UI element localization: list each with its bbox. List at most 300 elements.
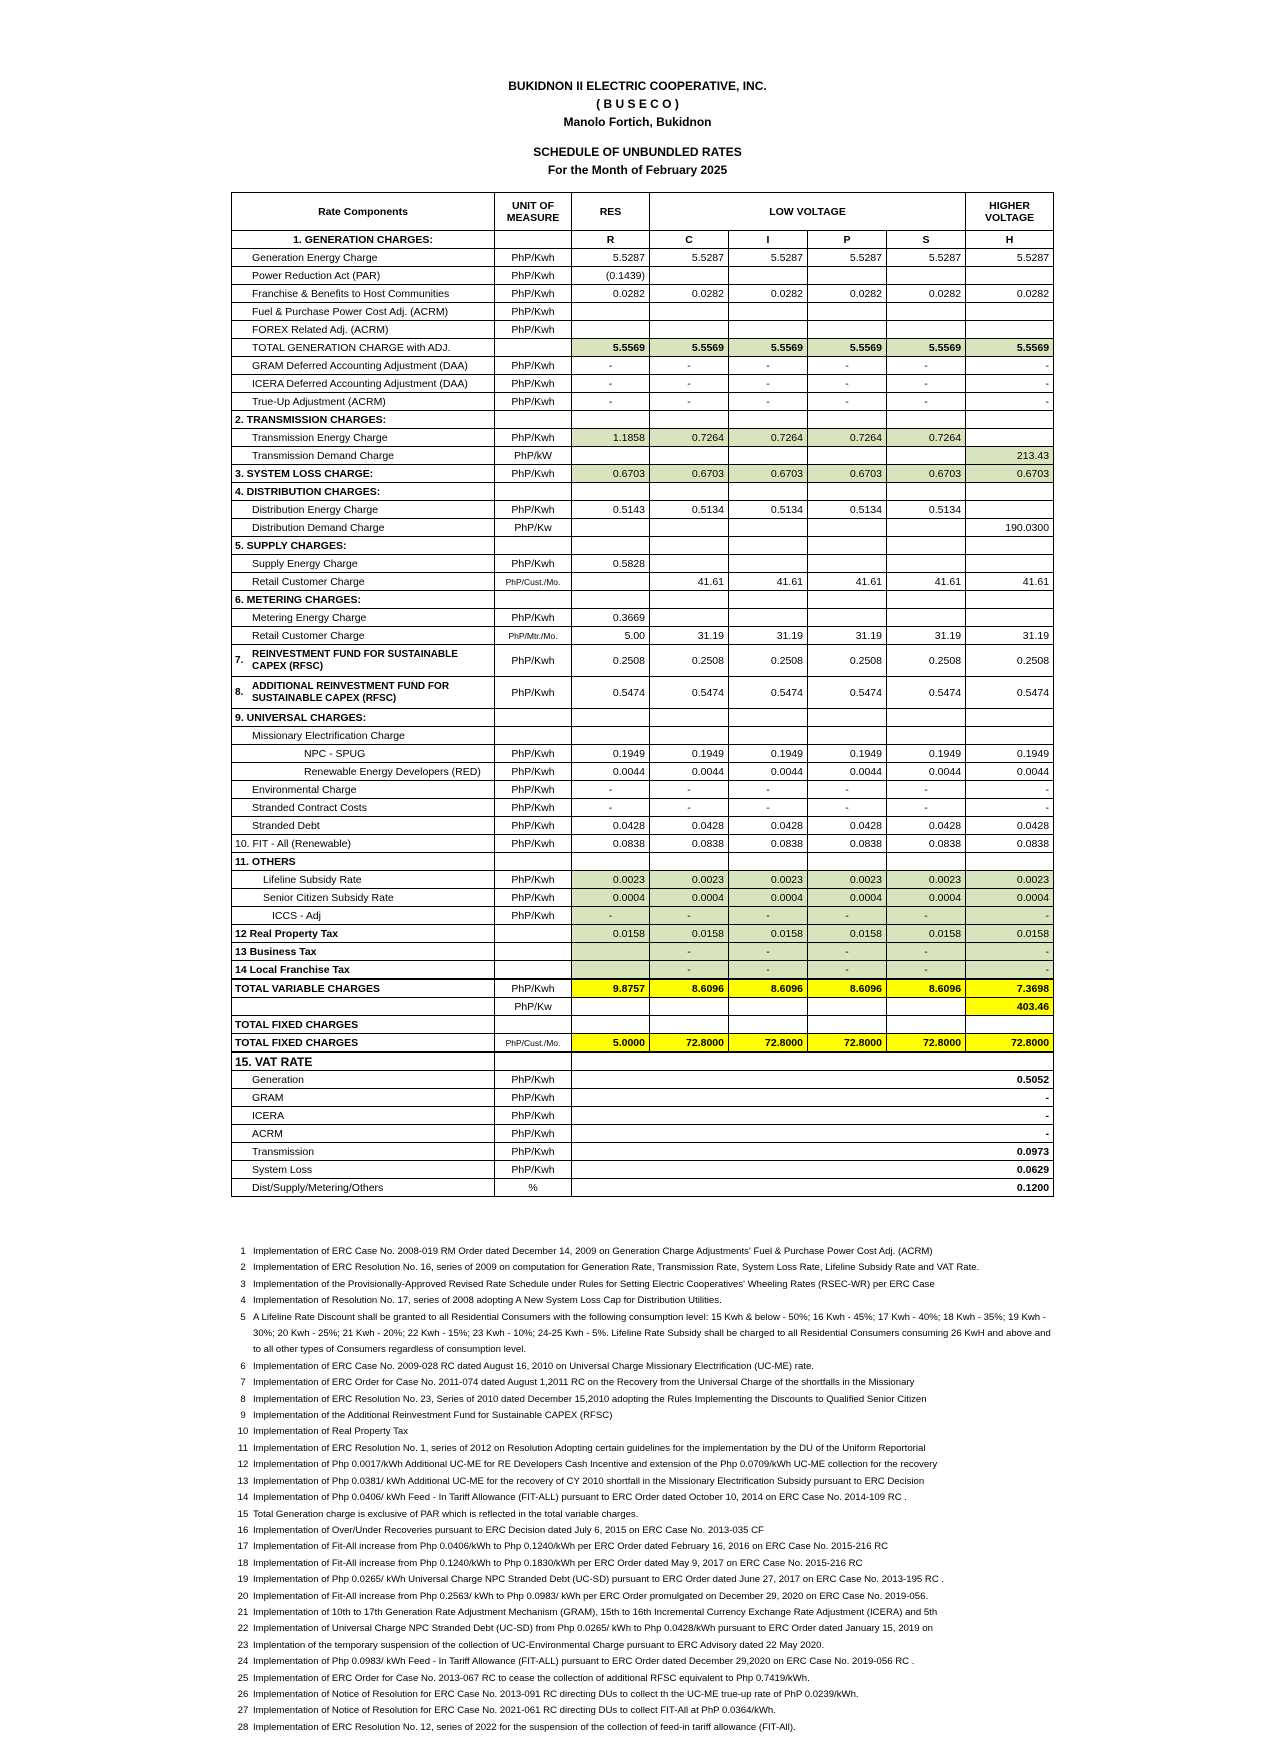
- footnote-number: 21: [237, 1606, 249, 1618]
- rate-value: -: [966, 375, 1054, 393]
- rate-value: [887, 519, 966, 537]
- rate-value: -: [966, 393, 1054, 411]
- rate-value: 0.0158: [966, 925, 1054, 943]
- vat-value: -: [572, 1107, 1054, 1125]
- rate-value: -: [729, 393, 808, 411]
- rate-value: [650, 267, 729, 285]
- rate-value: 0.0158: [572, 925, 650, 943]
- unit-cell: PhP/kW: [495, 447, 572, 465]
- unit-cell: [495, 943, 572, 961]
- rate-value: -: [650, 961, 729, 980]
- rate-value: 5.5569: [572, 339, 650, 357]
- rate-value: 0.0004: [572, 889, 650, 907]
- table-cell: [495, 591, 572, 609]
- rate-value: 0.5134: [808, 501, 887, 519]
- footnote-number: 27: [237, 1705, 249, 1717]
- rate-value: -: [887, 961, 966, 980]
- row-label: Transmission Energy Charge: [232, 429, 495, 447]
- rate-value: 0.2508: [887, 645, 966, 677]
- row-label: 13 Business Tax: [232, 943, 495, 961]
- table-cell: [887, 709, 966, 727]
- rate-value: -: [650, 357, 729, 375]
- org-address: Manolo Fortich, Bukidnon: [563, 115, 712, 129]
- rate-value: 0.7264: [650, 429, 729, 447]
- row-label: Fuel & Purchase Power Cost Adj. (ACRM): [232, 303, 495, 321]
- footnote-item: [233, 1572, 1053, 1588]
- vat-label: ACRM: [232, 1125, 495, 1143]
- table-row: [232, 447, 1054, 465]
- footnote-number: 7: [240, 1377, 246, 1389]
- row-label: FOREX Related Adj. (ACRM): [232, 321, 495, 339]
- table-cell: [495, 537, 572, 555]
- row-label: TOTAL FIXED CHARGES: [232, 1016, 495, 1034]
- table-row: [232, 817, 1054, 835]
- rate-value: -: [572, 375, 650, 393]
- rate-value: 31.19: [650, 627, 729, 645]
- table-cell: [495, 231, 572, 249]
- rate-value: 0.0428: [887, 817, 966, 835]
- rate-value: [650, 447, 729, 465]
- footnote-number: 13: [237, 1475, 249, 1487]
- unit-cell: PhP/Kwh: [495, 267, 572, 285]
- row-label: Missionary Electrification Charge: [232, 727, 495, 745]
- table-row: [232, 357, 1054, 375]
- footnote-item: [233, 1605, 1053, 1621]
- rate-value: 5.5287: [650, 249, 729, 267]
- rate-code: R: [572, 231, 650, 249]
- rate-value: [729, 303, 808, 321]
- rate-code: S: [887, 231, 966, 249]
- footnote-number: 24: [237, 1656, 249, 1668]
- footnote-number: 16: [237, 1524, 249, 1536]
- rate-value: 0.5474: [729, 677, 808, 709]
- rate-value: 0.0282: [966, 285, 1054, 303]
- unit-cell: PhP/Kwh: [495, 429, 572, 447]
- table-cell: [808, 411, 887, 429]
- footnote-text: Total Generation charge is exclusive of PAR which is reflected in the total variable charges.: [253, 1508, 639, 1520]
- table-cell: [572, 1052, 1054, 1071]
- rate-value: [572, 961, 650, 980]
- table-cell: [808, 483, 887, 501]
- rate-value: [729, 609, 808, 627]
- rate-value: 5.5569: [966, 339, 1054, 357]
- rate-value: 0.0023: [650, 871, 729, 889]
- footnote-item: [233, 1392, 1053, 1408]
- footnote-text: Implementation of ERC Resolution No. 23, Series of 2010 dated December 15,2010 adopting the Rules Implementing the Discounts to Qualified Senior Citizen: [253, 1393, 927, 1405]
- table-row: [232, 1034, 1054, 1053]
- rate-value: 0.0044: [966, 763, 1054, 781]
- rate-value: 0.2508: [729, 645, 808, 677]
- rate-value: [650, 998, 729, 1016]
- rate-value: 0.0023: [808, 871, 887, 889]
- rate-value: -: [650, 375, 729, 393]
- table-cell: [495, 709, 572, 727]
- rate-value: 41.61: [729, 573, 808, 591]
- rate-value: -: [887, 375, 966, 393]
- footnote-text: Implementation of Php 0.0983/ kWh Feed - In Tariff Allowance (FIT-ALL) pursuant to ERC Order dated December 29,2020 on ERC Case No. 2019-056 RC .: [253, 1656, 915, 1668]
- rate-value: [808, 609, 887, 627]
- unit-cell: PhP/Kwh: [495, 285, 572, 303]
- rate-value: 0.0282: [808, 285, 887, 303]
- table-row: [232, 555, 1054, 573]
- rate-value: 41.61: [887, 573, 966, 591]
- section-row: [232, 537, 1054, 555]
- table-row: [232, 727, 1054, 745]
- row-label: ICERA Deferred Accounting Adjustment (DAA): [232, 375, 495, 393]
- rate-value: [808, 555, 887, 573]
- section-label: 11. OTHERS: [232, 853, 495, 871]
- table-cell: [495, 483, 572, 501]
- footnote-text: Implementation of ERC Case No. 2008-019 RM Order dated December 14, 2009 on Generation Charge Adjustments' Fuel & Purchase Power Cost Adj. (ACRM): [253, 1246, 933, 1257]
- footnote-text: Implementation of Php 0.0017/kWh Additional UC-ME for RE Developers Cash Incentive and extension of the Php 0.0709/kWh UC-ME collection for the recovery: [253, 1459, 938, 1471]
- section-row: [232, 483, 1054, 501]
- rate-value: 0.0838: [572, 835, 650, 853]
- col-higher-voltage: HIGHER VOLTAGE: [966, 193, 1054, 231]
- rate-value: -: [572, 799, 650, 817]
- footnote-number: 22: [237, 1623, 249, 1635]
- rate-value: 0.5143: [572, 501, 650, 519]
- rate-value: 0.0044: [572, 763, 650, 781]
- rate-value: 8.6096: [808, 979, 887, 998]
- footnote-item: [233, 1457, 1053, 1473]
- rate-code: C: [650, 231, 729, 249]
- footnote-item: [233, 1556, 1053, 1572]
- unit-cell: PhP/Kwh: [495, 249, 572, 267]
- footnote-text: Implementation of Universal Charge NPC Stranded Debt (UC-SD) from Php 0.0265/ kWh to Php 0.0428/kWh pursuant to ERC Order dated January 15, 2019 on: [253, 1623, 933, 1635]
- vat-value: -: [572, 1125, 1054, 1143]
- unit-cell: [495, 925, 572, 943]
- footnote-number: 20: [237, 1590, 249, 1602]
- rate-value: 0.1949: [729, 745, 808, 763]
- rate-value: -: [887, 781, 966, 799]
- table-row: [232, 267, 1054, 285]
- rate-value: 72.8000: [729, 1034, 808, 1053]
- rate-value: [729, 998, 808, 1016]
- footnote-number: 28: [237, 1721, 249, 1733]
- rate-value: 0.6703: [966, 465, 1054, 483]
- rate-value: 0.5474: [650, 677, 729, 709]
- unit-cell: PhP/Kwh: [495, 609, 572, 627]
- rate-value: -: [966, 943, 1054, 961]
- footnote-number: 3: [240, 1278, 246, 1290]
- section-label: 6. METERING CHARGES:: [232, 591, 495, 609]
- rate-value: 0.6703: [729, 465, 808, 483]
- vat-unit: PhP/Kwh: [495, 1125, 572, 1143]
- rate-value: -: [572, 357, 650, 375]
- rate-value: [572, 519, 650, 537]
- rate-value: 0.0023: [966, 871, 1054, 889]
- rate-value: -: [966, 357, 1054, 375]
- vat-unit: PhP/Kwh: [495, 1089, 572, 1107]
- row-label: True-Up Adjustment (ACRM): [232, 393, 495, 411]
- vat-label: Generation: [232, 1071, 495, 1089]
- table-cell: [650, 537, 729, 555]
- table-row: [232, 393, 1054, 411]
- footnote-item: [233, 1589, 1053, 1605]
- footnote-item: [233, 1703, 1053, 1719]
- rate-value: -: [650, 781, 729, 799]
- footnote-item: [233, 1490, 1053, 1506]
- rate-value: 0.1949: [966, 745, 1054, 763]
- rate-value: 0.0838: [729, 835, 808, 853]
- rate-value: 0.0282: [572, 285, 650, 303]
- footnote-number: 12: [237, 1459, 249, 1471]
- unit-cell: PhP/Kwh: [495, 817, 572, 835]
- row-label-text: REINVESTMENT FUND FOR SUSTAINABLE CAPEX (RFSC): [252, 648, 458, 672]
- footnote-number: 23: [237, 1639, 249, 1651]
- unit-cell: PhP/Kwh: [495, 799, 572, 817]
- footnote-text: Implementation of the Provisionally-Approved Revised Rate Schedule under Rules for Setting Electric Cooperatives' Wheeling Rates (RSEC-WR) per ERC Case: [253, 1278, 935, 1290]
- rate-value: 7.3698: [966, 979, 1054, 998]
- table-cell: [650, 709, 729, 727]
- footnote-number: 15: [237, 1508, 249, 1520]
- table-cell: [887, 853, 966, 871]
- rate-value: -: [729, 907, 808, 925]
- unit-cell: PhP/Kwh: [495, 303, 572, 321]
- rate-value: [966, 303, 1054, 321]
- row-label: Stranded Contract Costs: [232, 799, 495, 817]
- rate-value: -: [808, 393, 887, 411]
- rate-value: -: [887, 943, 966, 961]
- vat-label: GRAM: [232, 1089, 495, 1107]
- table-cell: [495, 853, 572, 871]
- table-row: [232, 763, 1054, 781]
- rate-value: 0.0158: [887, 925, 966, 943]
- rate-value: 0.5474: [572, 677, 650, 709]
- row-label: Lifeline Subsidy Rate: [232, 871, 495, 889]
- footnote-text: Implementation of Php 0.0381/ kWh Additional UC-ME for the recovery of CY 2010 shortfall in the Missionary Electrification Subsidy pursuant to ERC Decision: [253, 1475, 925, 1487]
- unit-cell: PhP/Kwh: [495, 889, 572, 907]
- rate-value: -: [650, 943, 729, 961]
- vat-value: 0.5052: [572, 1071, 1054, 1089]
- rate-value: [650, 555, 729, 573]
- rate-value: [966, 555, 1054, 573]
- table-cell: [729, 1016, 808, 1034]
- unit-cell: [495, 339, 572, 357]
- table-row: [232, 627, 1054, 645]
- footnote-text: A Lifeline Rate Discount shall be granted to all Residential Consumers with the following consumption level: 15 Kwh & below - 50%; 16 Kwh - 45%; 17 Kwh - 40%; 18 Kwh - 35%; 19 Kwh - 30%; 20 Kwh - 25%; 21 Kwh - 20%; 22 Kwh - 15%; 23 Kwh - 10%; 24-25 Kwh - 5%. Lifeline Rate Subsidy shall be charged to all Residential Consumers consuming 26 KwH and above and to all other types of Consumers regardless of consumption level.: [253, 1311, 1051, 1356]
- table-row: [232, 303, 1054, 321]
- rate-value: 0.1949: [572, 745, 650, 763]
- rate-value: 41.61: [650, 573, 729, 591]
- rate-value: 5.5569: [729, 339, 808, 357]
- rate-value: 0.0428: [572, 817, 650, 835]
- table-cell: [966, 537, 1054, 555]
- rate-value: 0.1949: [808, 745, 887, 763]
- row-label: [232, 645, 495, 677]
- rate-value: -: [729, 799, 808, 817]
- unit-cell: PhP/Cust./Mo.: [495, 1034, 572, 1053]
- footnote-text: Implementation of the Additional Reinvestment Fund for Sustainable CAPEX (RFSC): [253, 1410, 613, 1422]
- table-row: [232, 979, 1054, 998]
- table-row: [232, 835, 1054, 853]
- rate-value: [650, 303, 729, 321]
- rate-value: 0.6703: [650, 465, 729, 483]
- footnote-item: [233, 1424, 1053, 1440]
- col-low-voltage: LOW VOLTAGE: [650, 193, 966, 231]
- footnote-item: [233, 1310, 1053, 1359]
- rate-value: -: [966, 781, 1054, 799]
- rate-value: [887, 555, 966, 573]
- rate-value: [966, 429, 1054, 447]
- footnote-text: Implementation of Real Property Tax: [253, 1426, 408, 1438]
- rate-value: 0.0004: [650, 889, 729, 907]
- table-row: [232, 925, 1054, 943]
- row-label: [232, 677, 495, 709]
- table-cell: [729, 591, 808, 609]
- row-label: 3. SYSTEM LOSS CHARGE:: [232, 465, 495, 483]
- footnote-text: Implementation of Php 0.0406/ kWh Feed - In Tariff Allowance (FIT-ALL) pursuant to ERC Order dated October 10, 2014 on ERC Case No. 2014-109 RC .: [253, 1492, 907, 1504]
- footnote-text: Implementation of Notice of Resolution for ERC Case No. 2021-061 RC directing DUs to collect FIT-All at PhP 0.0364/kWh.: [253, 1705, 776, 1717]
- rate-value: -: [966, 961, 1054, 980]
- table-row: [232, 907, 1054, 925]
- vat-unit: PhP/Kwh: [495, 1107, 572, 1125]
- vat-row: [232, 1107, 1054, 1125]
- rate-value: [887, 267, 966, 285]
- footnote-item: [233, 1638, 1053, 1654]
- rate-value: [729, 447, 808, 465]
- vat-row: [232, 1179, 1054, 1197]
- vat-label: Transmission: [232, 1143, 495, 1161]
- rate-value: 72.8000: [650, 1034, 729, 1053]
- rate-value: 5.5287: [729, 249, 808, 267]
- table-row: [232, 781, 1054, 799]
- rate-value: 41.61: [808, 573, 887, 591]
- rate-value: -: [572, 781, 650, 799]
- rate-value: [572, 321, 650, 339]
- table-cell: [650, 1016, 729, 1034]
- footnote-item: [233, 1277, 1053, 1293]
- rate-value: 8.6096: [650, 979, 729, 998]
- org-acronym: ( B U S E C O ): [596, 97, 679, 111]
- table-cell: [572, 727, 650, 745]
- rate-value: 213.43: [966, 447, 1054, 465]
- rate-value: 403.46: [966, 998, 1054, 1016]
- table-cell: [650, 411, 729, 429]
- rate-value: [650, 609, 729, 627]
- rate-value: 0.0282: [887, 285, 966, 303]
- table-cell: [729, 411, 808, 429]
- table-cell: [966, 727, 1054, 745]
- rate-value: 5.5569: [650, 339, 729, 357]
- rate-value: 0.5134: [729, 501, 808, 519]
- unit-cell: PhP/Kw: [495, 998, 572, 1016]
- footnote-number: 9: [240, 1410, 246, 1422]
- table-cell: [572, 853, 650, 871]
- row-label: 14 Local Franchise Tax: [232, 961, 495, 980]
- footnote-item: [233, 1671, 1053, 1687]
- rate-value: [650, 519, 729, 537]
- footnote-item: [233, 1621, 1053, 1637]
- rate-value: -: [729, 943, 808, 961]
- footnote-item: [233, 1539, 1053, 1555]
- unit-cell: PhP/Kwh: [495, 907, 572, 925]
- row-label: Transmission Demand Charge: [232, 447, 495, 465]
- footnote-number: 6: [240, 1360, 246, 1372]
- rate-value: [572, 943, 650, 961]
- table-cell: [808, 709, 887, 727]
- rate-value: 0.5828: [572, 555, 650, 573]
- footnote-number: 10: [237, 1426, 249, 1438]
- section-row: [232, 411, 1054, 429]
- rate-value: 0.0023: [887, 871, 966, 889]
- row-label: 10. FIT - All (Renewable): [232, 835, 495, 853]
- rate-value: 8.6096: [887, 979, 966, 998]
- rate-value: 72.8000: [887, 1034, 966, 1053]
- row-label: Supply Energy Charge: [232, 555, 495, 573]
- col-res: RES: [572, 193, 650, 231]
- row-label: TOTAL GENERATION CHARGE with ADJ.: [232, 339, 495, 357]
- footnote-number: 4: [240, 1295, 246, 1307]
- footnote-text: Implementation of Resolution No. 17, series of 2008 adopting A New System Loss Cap for Distribution Utilities.: [253, 1295, 722, 1307]
- rate-value: -: [572, 393, 650, 411]
- table-cell: [650, 591, 729, 609]
- footnote-text: Implementation of ERC Order for Case No. 2011-074 dated August 1,2011 RC on the Recovery from the Universal Charge of the shortfalls in the Missionary: [253, 1377, 915, 1389]
- footnote-item: [233, 1507, 1053, 1523]
- rate-value: 0.6703: [808, 465, 887, 483]
- footnote-item: [233, 1523, 1053, 1539]
- footnote-number: 26: [237, 1688, 249, 1700]
- row-label: TOTAL FIXED CHARGES: [232, 1034, 495, 1053]
- rate-value: 0.0158: [808, 925, 887, 943]
- document-period: For the Month of February 2025: [547, 163, 728, 177]
- row-label: TOTAL VARIABLE CHARGES: [232, 979, 495, 998]
- vat-label: ICERA: [232, 1107, 495, 1125]
- rate-value: [966, 501, 1054, 519]
- table-cell: [887, 411, 966, 429]
- rate-value: 0.2508: [650, 645, 729, 677]
- rate-code: H: [966, 231, 1054, 249]
- rate-value: 0.7264: [887, 429, 966, 447]
- table-cell: [495, 1016, 572, 1034]
- table-row: [232, 871, 1054, 889]
- row-label: [232, 998, 495, 1016]
- vat-row: [232, 1143, 1054, 1161]
- vat-label: Dist/Supply/Metering/Others: [232, 1179, 495, 1197]
- table-cell: [808, 537, 887, 555]
- table-cell: [650, 853, 729, 871]
- rate-value: [887, 447, 966, 465]
- table-cell: [808, 1016, 887, 1034]
- rate-value: -: [887, 907, 966, 925]
- rate-value: 0.2508: [572, 645, 650, 677]
- rate-value: [966, 267, 1054, 285]
- unit-cell: PhP/Kwh: [495, 979, 572, 998]
- table-cell: [495, 727, 572, 745]
- rate-value: [887, 609, 966, 627]
- footnote-text: Implementation of Php 0.0265/ kWh Universal Charge NPC Stranded Debt (UC-SD) pursuant to ERC Order dated June 27, 2017 on ERC Case No. 2013-195 RC .: [253, 1574, 945, 1586]
- unit-cell: PhP/Kwh: [495, 781, 572, 799]
- rate-value: 0.0282: [729, 285, 808, 303]
- rate-value: -: [887, 799, 966, 817]
- table-cell: [650, 483, 729, 501]
- footnote-text: Implementation of Over/Under Recoveries pursuant to ERC Decision dated July 6, 2015 on ERC Case No. 2013-035 CF: [253, 1524, 764, 1536]
- rate-value: 0.0023: [572, 871, 650, 889]
- table-cell: [887, 591, 966, 609]
- rate-value: 0.2508: [808, 645, 887, 677]
- footnote-item: [233, 1375, 1053, 1391]
- row-label: Distribution Demand Charge: [232, 519, 495, 537]
- rate-value: 5.5287: [966, 249, 1054, 267]
- rate-value: [808, 519, 887, 537]
- table-cell: [887, 727, 966, 745]
- vat-row: [232, 1161, 1054, 1179]
- footnote-number: 1: [240, 1246, 246, 1257]
- unit-cell: PhP/Kwh: [495, 375, 572, 393]
- footnote-text: Implementation of Fit-All increase from Php 0.1240/kWh to Php 0.1830/kWh per ERC Order dated May 9, 2017 on ERC Case No. 2015-216 RC: [253, 1557, 863, 1569]
- table-cell: [729, 853, 808, 871]
- row-label: Environmental Charge: [232, 781, 495, 799]
